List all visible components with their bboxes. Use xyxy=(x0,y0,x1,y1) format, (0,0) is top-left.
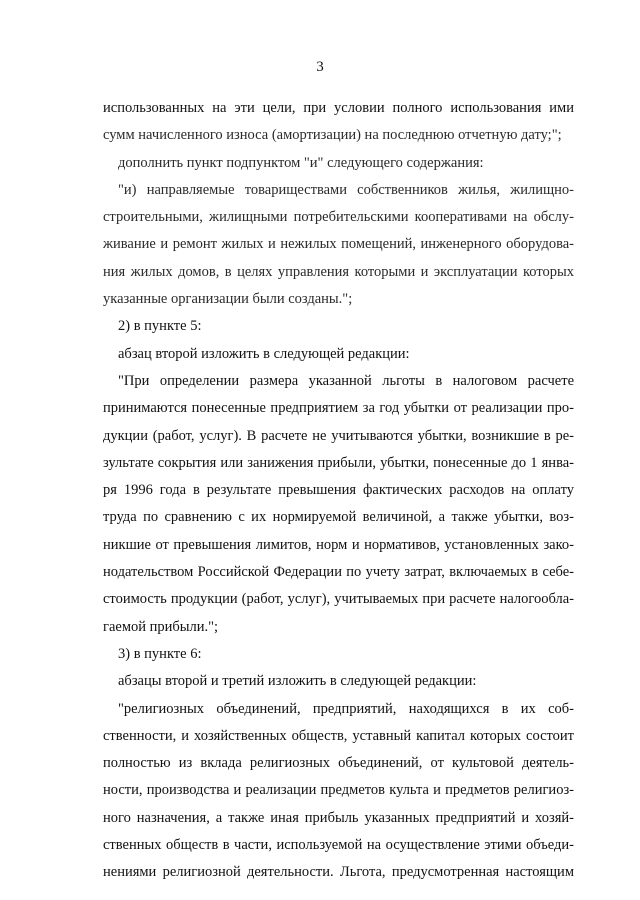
text-line: абзац второй изложить в следующей редакции: xyxy=(118,345,410,362)
text-line: строительными, жилищными потребительскими кооперативами на обслу- xyxy=(103,209,574,226)
text-line: 3) в пункте 6: xyxy=(118,645,202,662)
text-line: использованных на эти цели, при условии полного использования ими xyxy=(103,100,574,116)
text-line: дукции (работ, услуг). В расчете не учитываются убытки, возникшие в ре- xyxy=(103,427,574,444)
text-line: "При определении размера указанной льготы в налоговом расчете xyxy=(118,372,574,389)
text-line: никшие от превышения лимитов, норм и нормативов, установленных зако- xyxy=(103,536,574,553)
text-line: труда по сравнению с их нормируемой величиной, а также убытки, воз- xyxy=(103,509,574,526)
text-line: ния жилых домов, в целях управления которыми и эксплуатации которых xyxy=(103,263,574,280)
text-line: нениями религиозной деятельности. Льгота, предусмотренная настоящим xyxy=(103,864,574,881)
text-line: нодательством Российской Федерации по учету затрат, включаемых в себе- xyxy=(103,564,574,581)
text-line: указанные организации были созданы."; xyxy=(103,291,353,308)
text-line: принимаются понесенные предприятием за год убытки от реализации про- xyxy=(103,400,574,417)
text-line: ного назначения, а также иная прибыль указанных предприятий и хозяй- xyxy=(103,809,574,826)
text-line: гаемой прибыли."; xyxy=(103,618,219,635)
page-number: 3 xyxy=(316,59,324,75)
text-line: стоимость продукции (работ, услуг), учитываемых при расчете налогообла- xyxy=(103,591,574,608)
document-body xyxy=(103,95,574,887)
text-line: "и) направляемые товариществами собственников жилья, жилищно- xyxy=(118,181,574,198)
text-line: сумм начисленного износа (амортизации) на последнюю отчетную дату;"; xyxy=(103,127,562,144)
text-line: живание и ремонт жилых и нежилых помещений, инженерного оборудова- xyxy=(103,236,574,253)
text-line: 2) в пункте 5: xyxy=(118,318,202,335)
text-line: "религиозных объединений, предприятий, находящихся в их соб- xyxy=(118,700,574,717)
text-line: зультате сокрытия или занижения прибыли, убытки, понесенные до 1 янва- xyxy=(103,454,574,471)
text-line: полностью из вклада религиозных объединений, от культовой деятель- xyxy=(103,755,574,772)
text-line: абзацы второй и третий изложить в следующей редакции: xyxy=(118,673,477,690)
text-line: ря 1996 года в результате превышения фактических расходов на оплату xyxy=(103,482,574,499)
text-line: ственности, и хозяйственных обществ, уставный капитал которых состоит xyxy=(103,727,574,744)
text-line: дополнить пункт подпунктом "и" следующего содержания: xyxy=(118,154,484,171)
text-line: ственных обществ в части, используемой на осуществление этими объеди- xyxy=(103,837,574,854)
text-line: ности, производства и реализации предметов культа и предметов религиоз- xyxy=(103,782,574,799)
